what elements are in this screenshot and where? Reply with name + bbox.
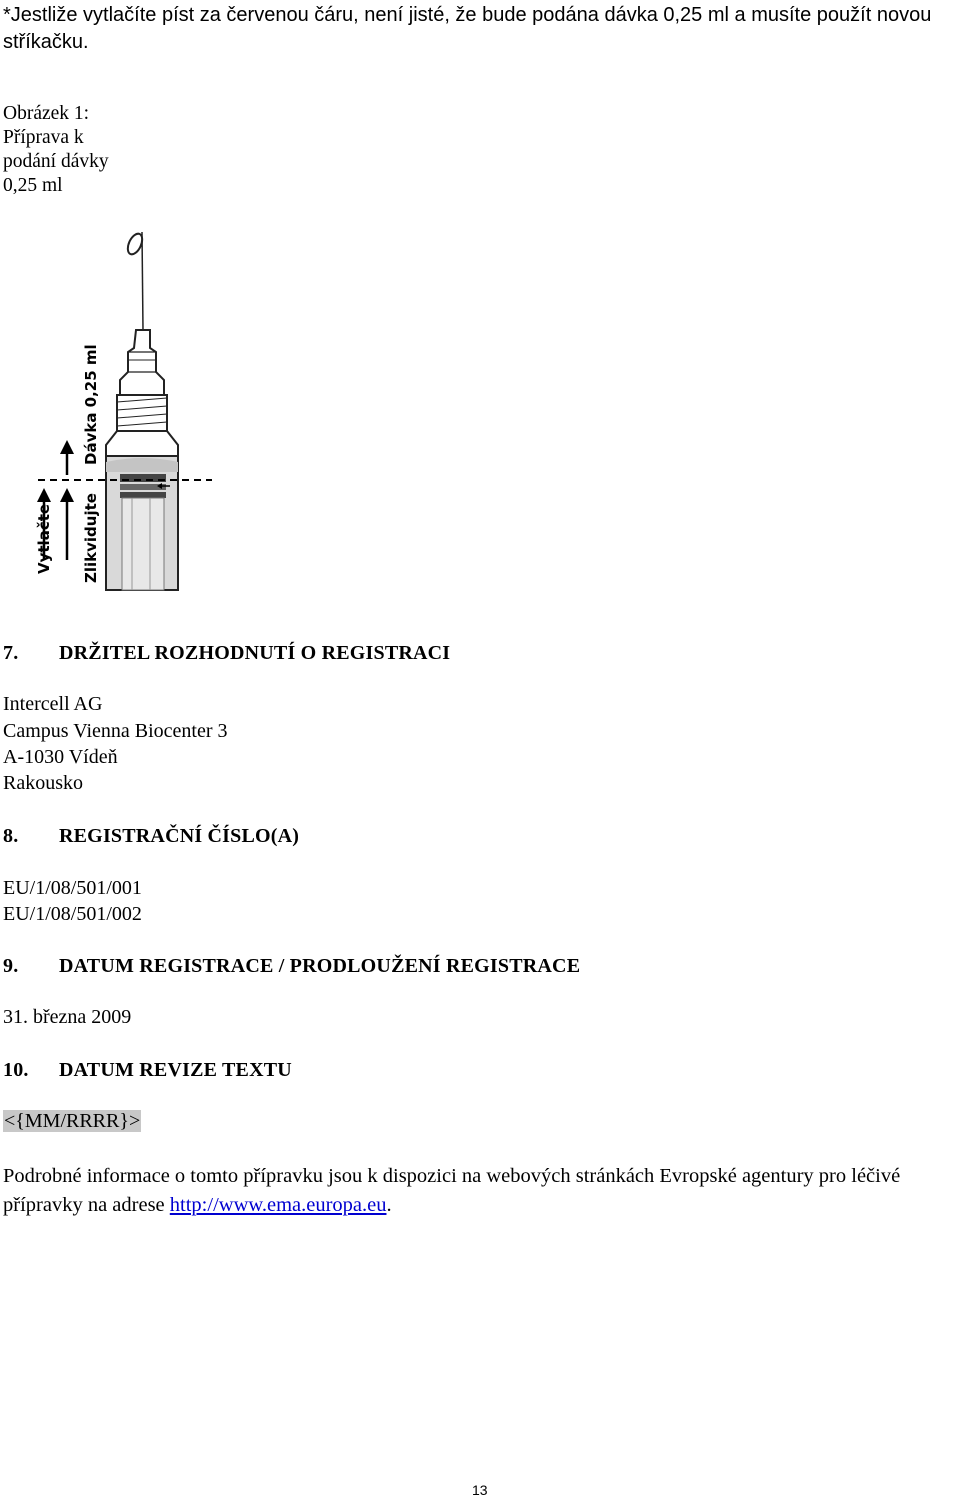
holder-address-2: A-1030 Vídeň (3, 746, 118, 768)
more-info-paragraph: Podrobné informace o tomto přípravku jsou k dispozici na webových stránkách Evropské agentury pro léčivé přípravky na adrese http://www.ema.europa.eu. (3, 1165, 901, 1216)
holder-country: Rakousko (3, 772, 83, 794)
label-push: Vytlačte (35, 503, 53, 574)
label-discard: Zlikvidujte (82, 493, 100, 583)
registration-date: 31. března 2009 (3, 1006, 132, 1028)
figure-caption-line-4: 0,25 ml (3, 175, 63, 196)
figure-caption-line-2: Příprava k (3, 127, 84, 148)
syringe-illustration (0, 225, 240, 595)
label-dose: Dávka 0,25 ml (82, 344, 100, 465)
dose-warning-note: *Jestliže vytlačíte píst za červenou čáru, není jisté, že bude podána dávka 0,25 ml a musíte použít novou stříkačku. (3, 4, 932, 53)
registration-number-1: EU/1/08/501/001 (3, 877, 142, 899)
revision-date-placeholder: <{MM/RRRR}> (4, 1110, 141, 1132)
section-10-heading: 10. DATUM REVIZE TEXTU (3, 1059, 292, 1081)
ema-website-link[interactable]: http://www.ema.europa.eu (169, 1194, 387, 1216)
holder-name: Intercell AG (3, 693, 103, 715)
holder-address-1: Campus Vienna Biocenter 3 (3, 720, 228, 742)
section-7-heading: 7. DRŽITEL ROZHODNUTÍ O REGISTRACI (3, 642, 451, 664)
section-9-heading: 9. DATUM REGISTRACE / PRODLOUŽENÍ REGISTRACE (3, 955, 581, 977)
figure-caption-line-3: podání dávky (3, 151, 109, 172)
registration-number-2: EU/1/08/501/002 (3, 903, 142, 925)
figure-caption-line-1: Obrázek 1: (3, 103, 90, 124)
page-number: 13 (472, 1482, 488, 1498)
section-8-heading: 8. REGISTRAČNÍ ČÍSLO(A) (3, 825, 300, 847)
